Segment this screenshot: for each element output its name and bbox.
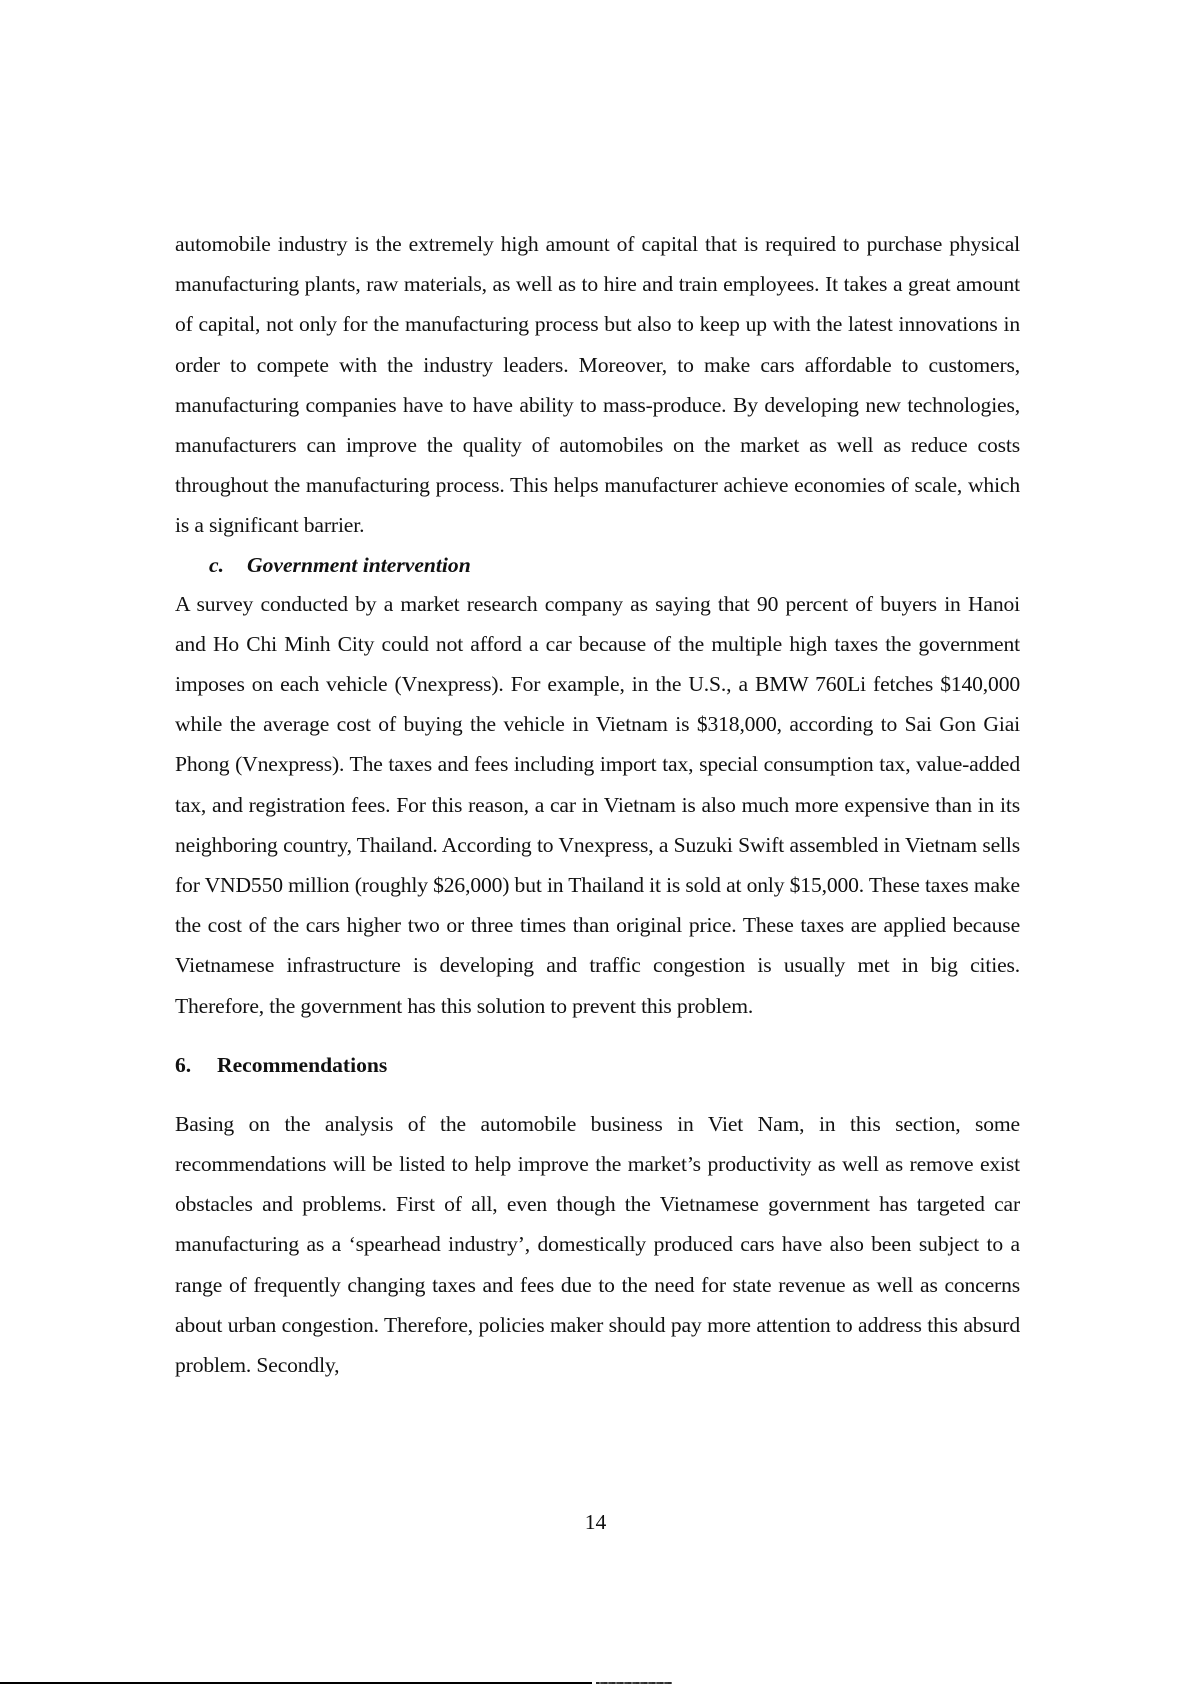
body-paragraph-government-intervention: A survey conducted by a market research company as saying that 90 percent of buyers in Hanoi and Ho Chi Minh City could not afford a car because of the multiple high taxes the government imposes on each vehicle (Vnexpress). For example, in the U.S., a BMW 760Li fetches $140,000 while the average cost of buying the vehicle in Vietnam is $318,000, according to Sai Gon Giai Phong (Vnexpress). The taxes and fees including import tax, special consumption tax, value-added tax, and registration fees. For this reason, a car in Vietnam is also much more expensive than in its neighboring country, Thailand. According to Vnexpress, a Suzuki Swift assembled in Vietnam sells for VND550 million (roughly $26,000) but in Thailand it is sold at only $15,000. These taxes make the cost of the cars higher two or three times than original price. These taxes are applied because Vietnamese infrastructure is developing and traffic congestion is usually met in big cities. Therefore, the government has this solution to prevent this problem. <box>175 591 1020 1018</box>
section-heading-recommendations <box>175 1046 1020 1084</box>
subsection-number: c. <box>209 552 224 577</box>
subsection-title: Government intervention <box>247 552 471 577</box>
body-paragraph-recommendations: Basing on the analysis of the automobile business in Viet Nam, in this section, some recommendations will be listed to help improve the market’s productivity as well as remove exist obstacles and problems. First of all, even though the Vietnamese government has targeted car manufacturing as a ‘spearhead industry’, domestically produced cars have also been subject to a range of frequently changing taxes and fees due to the need for state revenue as well as concerns about urban congestion. Therefore, policies maker should pay more attention to address this absurd problem. Secondly, <box>175 1111 1020 1378</box>
document-page-body <box>175 224 1020 1385</box>
bottom-divider-tail <box>596 1682 672 1684</box>
subsection-heading-government-intervention <box>175 546 1020 584</box>
section-title: Recommendations <box>217 1052 388 1077</box>
bottom-divider-line <box>0 1682 592 1684</box>
page-number: 14 <box>584 1510 607 1534</box>
section-number: 6. <box>175 1052 192 1077</box>
body-paragraph-capital-barrier: automobile industry is the extremely high amount of capital that is required to purchase physical manufacturing plants, raw materials, as well as to hire and train employees. It takes a great amount of capital, not only for the manufacturing process but also to keep up with the latest innovations in order to compete with the industry leaders. Moreover, to make cars affordable to customers, manufacturing companies have to have ability to mass-produce. By developing new technologies, manufacturers can improve the quality of automobiles on the market as well as reduce costs throughout the manufacturing process. This helps manufacturer achieve economies of scale, which is a significant barrier. <box>175 232 1020 538</box>
